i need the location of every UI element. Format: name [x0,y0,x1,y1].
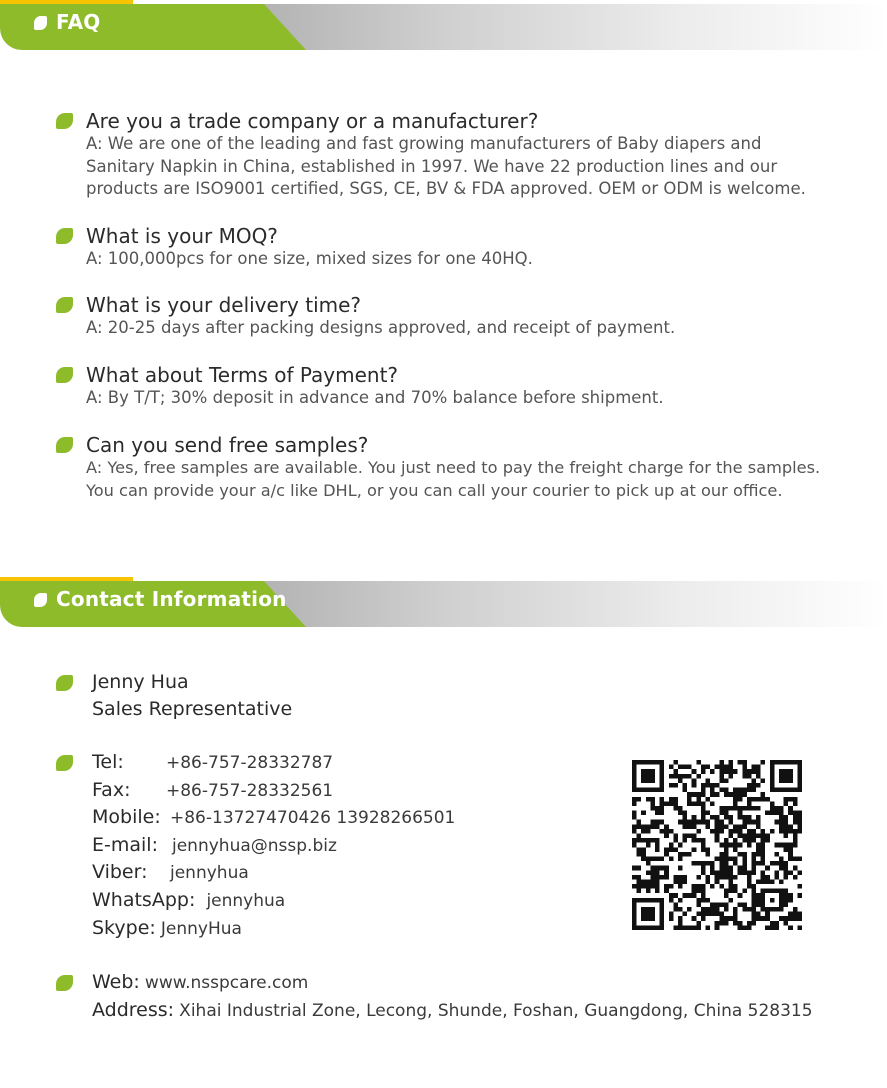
whatsapp-row [92,889,285,911]
leaf-bullet-icon [56,228,73,244]
skype-value[interactable]: JennyHua [160,919,242,939]
faq-question: What about Terms of Payment? [86,363,399,387]
contact-name: Jenny Hua [92,671,189,693]
faq-answer-line: A: We are one of the leading and fast growing manufacturers of Baby diapers and [86,134,762,153]
faq-item [86,109,806,201]
contact-title: Contact Information [56,587,287,611]
faq-title: FAQ [56,10,101,34]
leaf-bullet-icon [56,755,73,771]
mobile-row [92,806,456,828]
faq-item [86,363,664,410]
faq-question: What is your MOQ? [86,224,278,248]
contact-header [0,577,887,627]
email-value[interactable]: jennyhua@nssp.biz [172,836,337,856]
qr-code-icon[interactable] [632,756,802,934]
faq-answer-line: Sanitary Napkin in China, established in 1997. We have 22 production lines and our [86,156,778,176]
leaf-bullet-icon [56,367,73,383]
mobile-value[interactable]: +86-13727470426 13928266501 [170,808,456,828]
faq-answer-line: A: 20-25 days after packing designs approved, and receipt of payment. [86,318,676,337]
skype-row [92,917,242,939]
viber-label: Viber: [92,861,148,883]
tel-label: Tel: [92,751,124,773]
viber-value[interactable]: jennyhua [170,863,249,883]
web-label: Web: [92,971,140,993]
faq-item [86,224,533,271]
tel-row [92,751,334,773]
faq-question: Are you a trade company or a manufacturer? [86,109,539,133]
leaf-bullet-icon [56,113,73,129]
mobile-label: Mobile: [92,806,161,828]
leaf-bullet-icon [56,975,73,991]
fax-value: +86-757-28332561 [166,781,334,801]
faq-answer-line: A: By T/T; 30% deposit in advance and 70% balance before shipment. [86,388,664,407]
whatsapp-label: WhatsApp: [92,889,196,911]
skype-label: Skype: [92,917,156,939]
faq-answer-line: A: Yes, free samples are available. You just need to pay the freight charge for the samples. [86,458,821,477]
header-tab [0,4,306,50]
email-label: E-mail: [92,834,158,856]
address-label: Address: [92,999,175,1021]
header-gradient-band [200,4,887,50]
header-gradient-band [200,581,887,627]
viber-row [92,861,249,883]
fax-label: Fax: [92,779,131,801]
faq-question: What is your delivery time? [86,293,362,317]
faq-header [0,0,887,50]
tel-value[interactable]: +86-757-28332787 [166,753,334,773]
faq-answer-line: products are ISO9001 certified, SGS, CE, BV & FDA approved. OEM or ODM is welcome. [86,179,806,198]
faq-answer-line: A: 100,000pcs for one size, mixed sizes for one 40HQ. [86,249,533,268]
address-value: Xihai Industrial Zone, Lecong, Shunde, Foshan, Guangdong, China 528315 [179,1001,813,1021]
address-row [92,999,813,1021]
faq-question: Can you send free samples? [86,433,369,457]
web-link[interactable]: www.nsspcare.com [144,973,309,993]
fax-row [92,779,334,801]
leaf-bullet-icon [56,437,73,453]
faq-item [86,433,820,502]
leaf-bullet-icon [56,675,73,691]
faq-item [86,293,675,340]
web-row [92,971,308,993]
email-row [92,834,337,856]
leaf-bullet-icon [56,297,73,313]
whatsapp-value[interactable]: jennyhua [206,891,286,911]
faq-answer-line: You can provide your a/c like DHL, or you can call your courier to pick up at our office. [86,480,783,500]
contact-role: Sales Representative [92,698,293,720]
